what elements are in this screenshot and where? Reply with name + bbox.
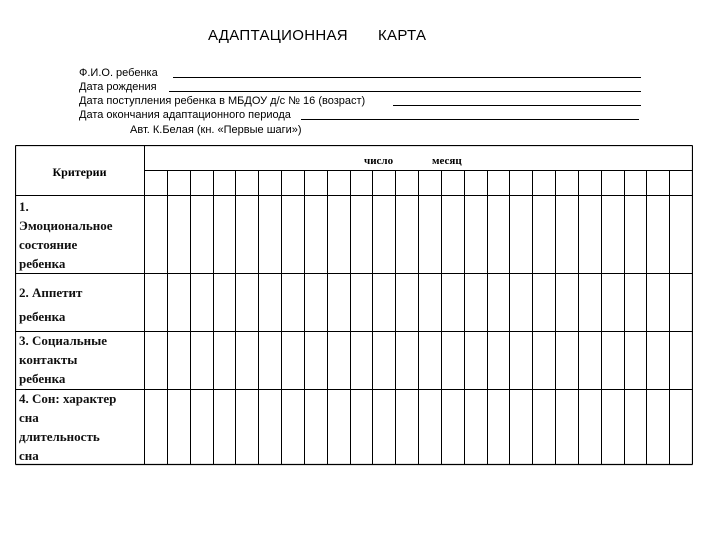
criteria-line: 2. Аппетит: [19, 285, 83, 300]
fill-in-line: [301, 119, 639, 120]
criteria-line: сна: [19, 410, 39, 425]
field-label: Дата рождения: [79, 81, 157, 93]
criteria-line: состояние: [19, 237, 78, 252]
month-label: месяц: [432, 155, 462, 167]
title-part-1: АДАПТАЦИОННАЯ: [208, 27, 348, 44]
criteria-line: контакты: [19, 352, 78, 367]
criteria-line: ребенка: [19, 371, 66, 386]
criteria-header: Критерии: [52, 165, 107, 179]
adaptation-table: [15, 145, 693, 467]
criteria-line: ребенка: [19, 256, 66, 271]
criteria-line: длительность: [19, 429, 100, 444]
criteria-cell: [19, 331, 107, 388]
title-part-2: КАРТА: [378, 27, 427, 44]
field-child-name: [79, 66, 641, 80]
fill-in-line: [393, 105, 641, 106]
criteria-line: 3. Социальные: [19, 333, 108, 348]
author-credit: Авт. К.Белая (кн. «Первые шаги»): [130, 124, 302, 136]
day-label: число: [364, 155, 394, 167]
field-birth-date: [79, 80, 641, 94]
criteria-line: 1.: [19, 199, 29, 214]
fill-in-line: [173, 77, 641, 78]
field-label: Дата поступления ребенка в МБДОУ д/с № 16 (возраст): [79, 95, 366, 107]
criteria-line: ребенка: [19, 309, 66, 324]
document-title: [0, 27, 720, 47]
criteria-cell: [19, 283, 82, 326]
criteria-line: Эмоциональное: [19, 218, 113, 233]
fill-in-line: [169, 91, 641, 92]
field-label: Ф.И.О. ребенка: [79, 67, 158, 79]
table-grid: [15, 145, 693, 467]
field-label: Дата окончания адаптационного периода: [79, 109, 291, 121]
criteria-cell: [19, 197, 113, 273]
field-admission-date: [79, 94, 641, 108]
field-adaptation-end-date: [79, 108, 639, 122]
criteria-line: 4. Сон: характер: [19, 391, 117, 406]
criteria-line: сна: [19, 448, 39, 463]
criteria-cell: [19, 389, 116, 465]
